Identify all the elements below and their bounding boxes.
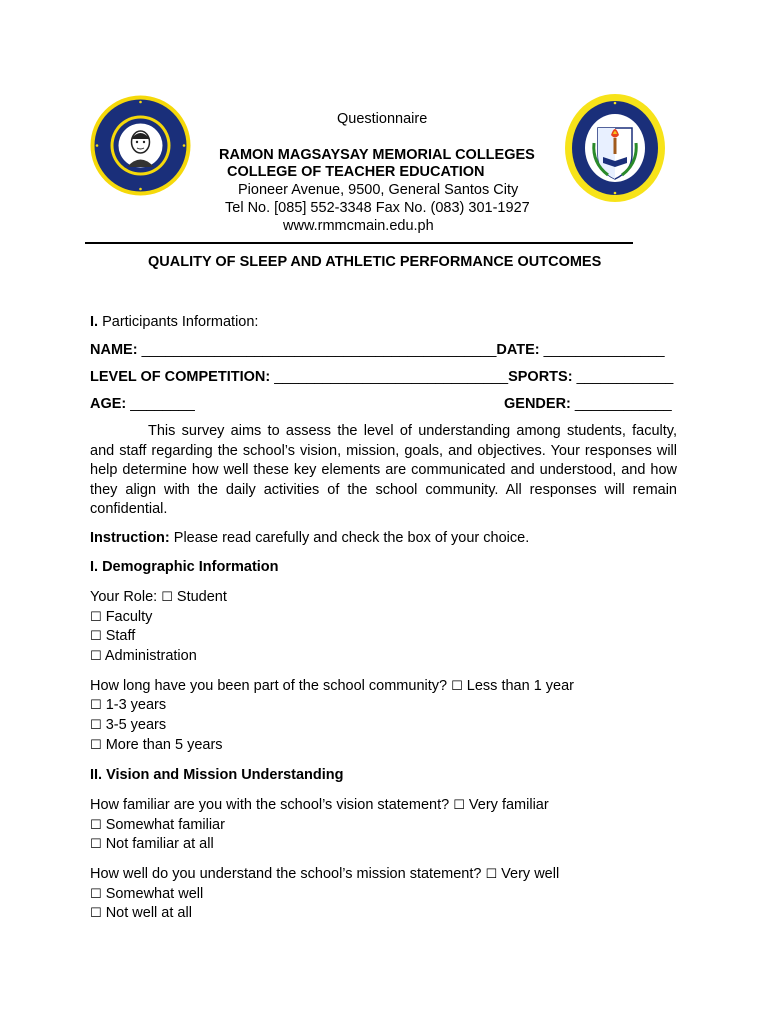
sports-label: SPORTS: — [508, 369, 573, 385]
age-blank[interactable]: ________ — [130, 396, 195, 412]
header-divider — [85, 242, 633, 244]
option-row-vision-not[interactable] — [90, 835, 214, 854]
checkbox-mission-somewhat[interactable]: ☐ — [90, 887, 102, 902]
college-of-teacher-education-logo — [564, 93, 666, 203]
instruction-line — [90, 529, 529, 548]
checkbox-role-staff[interactable]: ☐ — [90, 629, 102, 644]
mission-question — [90, 865, 559, 884]
school-address: Pioneer Avenue, 9500, General Santos City — [238, 182, 519, 198]
option-mission-very: Very well — [501, 866, 560, 882]
name-label: NAME: — [90, 342, 138, 358]
level-field[interactable] — [90, 369, 673, 385]
school-contact: Tel No. [085] 552-3348 Fax No. (083) 301-1927 — [225, 200, 530, 216]
option-role-student: Student — [176, 589, 227, 605]
checkbox-mission-not[interactable]: ☐ — [90, 906, 102, 921]
checkbox-vision-somewhat[interactable]: ☐ — [90, 818, 102, 833]
survey-title: QUALITY OF SLEEP AND ATHLETIC PERFORMANCE OUTCOMES — [148, 254, 602, 270]
tenure-question — [90, 677, 574, 696]
option-tenure-5-plus: More than 5 years — [105, 737, 223, 753]
role-question-text: Your Role: — [90, 589, 158, 605]
mission-question-text: How well do you understand the school’s mission statement? — [90, 866, 482, 882]
option-row-tenure-3-5[interactable] — [90, 716, 166, 735]
checkbox-role-student[interactable]: ☐ — [161, 590, 173, 605]
age-label: AGE: — [90, 396, 127, 412]
vision-question — [90, 796, 549, 815]
checkbox-mission-very[interactable]: ☐ — [485, 867, 498, 882]
checkbox-tenure-less-1[interactable]: ☐ — [451, 679, 463, 694]
option-row-vision-somewhat[interactable] — [90, 816, 225, 835]
option-vision-not: Not familiar at all — [105, 836, 214, 852]
option-mission-somewhat: Somewhat well — [105, 886, 204, 902]
school-name: RAMON MAGSAYSAY MEMORIAL COLLEGES — [219, 147, 535, 163]
college-name: COLLEGE OF TEACHER EDUCATION — [227, 164, 485, 180]
option-row-staff[interactable] — [90, 627, 135, 646]
checkbox-role-faculty[interactable]: ☐ — [90, 610, 102, 625]
rmmc-seal-logo — [89, 94, 192, 197]
option-row-tenure-5-plus[interactable] — [90, 736, 223, 755]
role-question — [90, 588, 227, 607]
instruction-label: Instruction: — [90, 530, 170, 546]
option-tenure-3-5: 3-5 years — [105, 717, 167, 733]
option-row-mission-not[interactable] — [90, 904, 192, 923]
option-row-mission-somewhat[interactable] — [90, 885, 203, 904]
option-mission-not: Not well at all — [105, 905, 192, 921]
checkbox-tenure-3-5[interactable]: ☐ — [90, 718, 102, 733]
option-role-staff: Staff — [105, 628, 136, 644]
checkbox-role-administration[interactable]: ☐ — [90, 649, 102, 664]
participants-heading — [90, 314, 258, 330]
option-row-tenure-1-3[interactable] — [90, 696, 166, 715]
level-label: LEVEL OF COMPETITION: — [90, 369, 271, 385]
checkbox-vision-not[interactable]: ☐ — [90, 837, 102, 852]
participants-heading-text: Participants Information: — [102, 314, 259, 330]
tenure-question-text: How long have you been part of the school community? — [90, 678, 448, 694]
age-field[interactable] — [90, 396, 195, 412]
name-field[interactable] — [90, 342, 665, 358]
option-row-administration[interactable] — [90, 647, 197, 666]
checkbox-vision-very[interactable]: ☐ — [453, 798, 465, 813]
option-tenure-1-3: 1-3 years — [105, 697, 167, 713]
school-website: www.rmmcmain.edu.ph — [283, 218, 434, 234]
option-tenure-less-1: Less than 1 year — [466, 678, 575, 694]
gender-field[interactable] — [504, 396, 672, 412]
sports-blank[interactable]: ____________ — [576, 369, 674, 385]
option-role-administration: Administration — [104, 648, 197, 664]
date-blank[interactable]: _______________ — [543, 342, 665, 358]
checkbox-tenure-5-plus[interactable]: ☐ — [90, 738, 102, 753]
doc-type-label: Questionnaire — [337, 111, 428, 127]
option-role-faculty: Faculty — [105, 609, 153, 625]
name-blank[interactable]: ____________________________________________ — [141, 342, 497, 358]
gender-blank[interactable]: ____________ — [574, 396, 672, 412]
option-vision-somewhat: Somewhat familiar — [105, 817, 225, 833]
level-blank[interactable]: _____________________________ — [274, 369, 509, 385]
vision-question-text: How familiar are you with the school’s vision statement? — [90, 797, 450, 813]
gender-label: GENDER: — [504, 396, 571, 412]
participants-heading-number: I. — [90, 314, 99, 330]
intro-paragraph: This survey aims to assess the level of understanding among students, faculty, and staff regarding the school’s vision, mission, goals, and objectives. Your responses will help determine how well these key elements are communicated and understood, and how they align with the daily activities of the school community. All responses will remain confidential. — [90, 423, 677, 517]
vision-heading: II. Vision and Mission Understanding — [90, 767, 344, 783]
checkbox-tenure-1-3[interactable]: ☐ — [90, 698, 102, 713]
demographic-heading: I. Demographic Information — [90, 559, 279, 575]
date-label: DATE: — [496, 342, 540, 358]
option-vision-very: Very familiar — [468, 797, 549, 813]
instruction-text: Please read carefully and check the box of your choice. — [173, 530, 530, 546]
option-row-faculty[interactable] — [90, 608, 152, 627]
